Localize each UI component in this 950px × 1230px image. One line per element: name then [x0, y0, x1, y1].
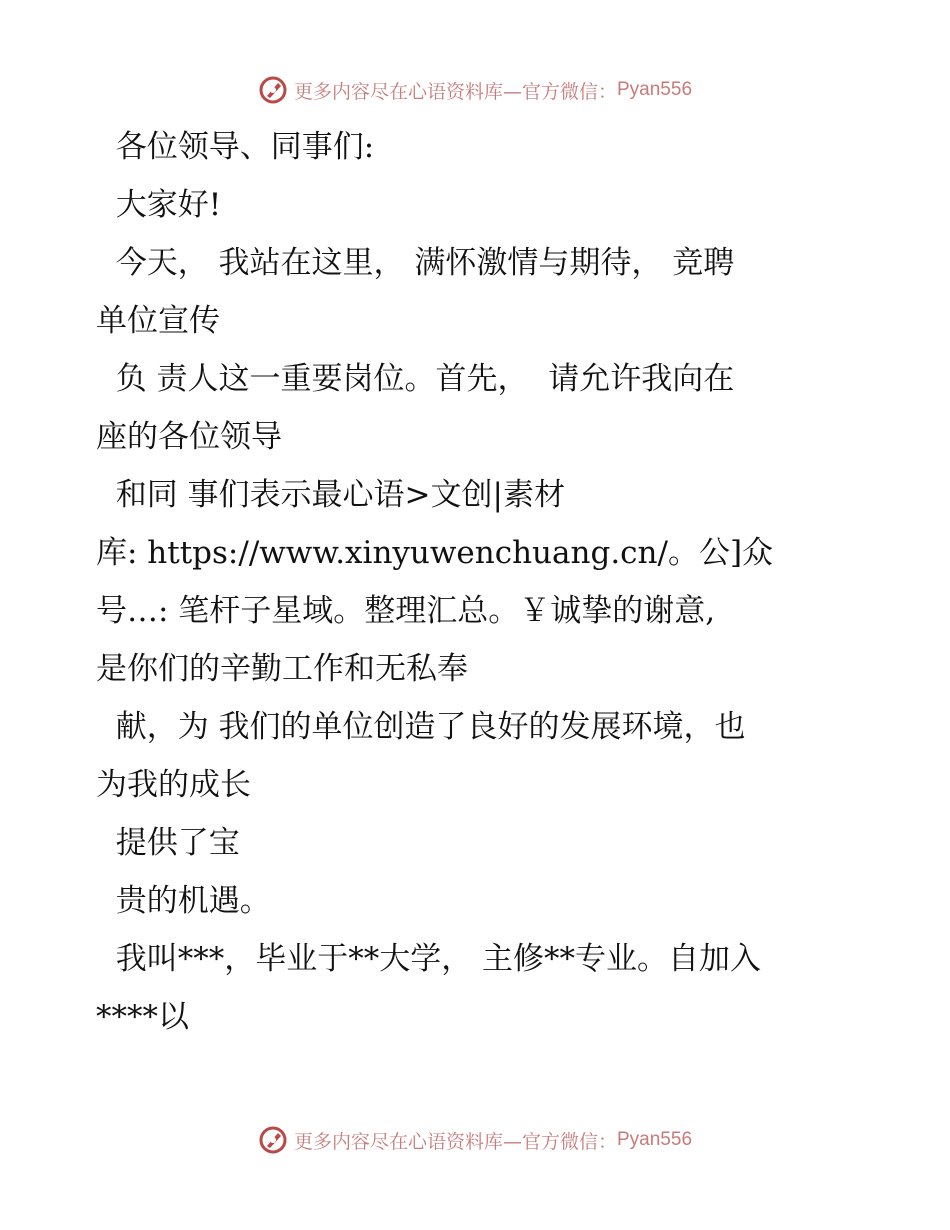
- text-line: 是你们的辛勤工作和无私奉: [96, 651, 468, 687]
- text-line: 今天， 我站在这里， 满怀激情与期待， 竞聘: [96, 245, 735, 281]
- header-banner: [0, 70, 950, 110]
- header-banner-text: 更多内容尽在心语资料库—官方微信：: [293, 80, 617, 103]
- document-body: [96, 118, 856, 1046]
- text-line: 大家好!: [96, 187, 222, 223]
- text-line: 和同 事们表示最心语>文创|素材: [96, 477, 565, 513]
- footer-banner-text: 更多内容尽在心语资料库—官方微信：: [293, 1130, 617, 1153]
- text-line: 单位宣传: [96, 303, 220, 339]
- pen-logo-icon: [258, 75, 288, 105]
- text-line: 负 责人这一重要岗位。首先， 请允许我向在: [96, 361, 735, 397]
- text-line: 座的各位领导: [96, 419, 282, 455]
- text-line: 贵的机遇。: [96, 883, 271, 919]
- text-line: 号…: 笔杆子星域。整理汇总。￥诚挚的谢意,: [96, 593, 716, 629]
- header-banner-wechat: Pyan556: [617, 79, 693, 100]
- text-line: 为我的成长: [96, 767, 251, 803]
- text-line: 库: https://www.xinyuwenchuang.cn/。公]众: [96, 535, 774, 571]
- text-line: 献，为 我们的单位创造了良好的发展环境，也: [96, 709, 746, 745]
- footer-banner-wechat: Pyan556: [617, 1129, 693, 1150]
- pen-logo-icon: [258, 1125, 288, 1155]
- text-line: 提供了宝: [96, 825, 240, 861]
- footer-banner: [0, 1120, 950, 1160]
- text-line: ****以: [96, 999, 189, 1035]
- text-line: 各位领导、同事们:: [96, 129, 375, 165]
- text-line: 我叫***，毕业于**大学， 主修**专业。自加入: [96, 941, 762, 977]
